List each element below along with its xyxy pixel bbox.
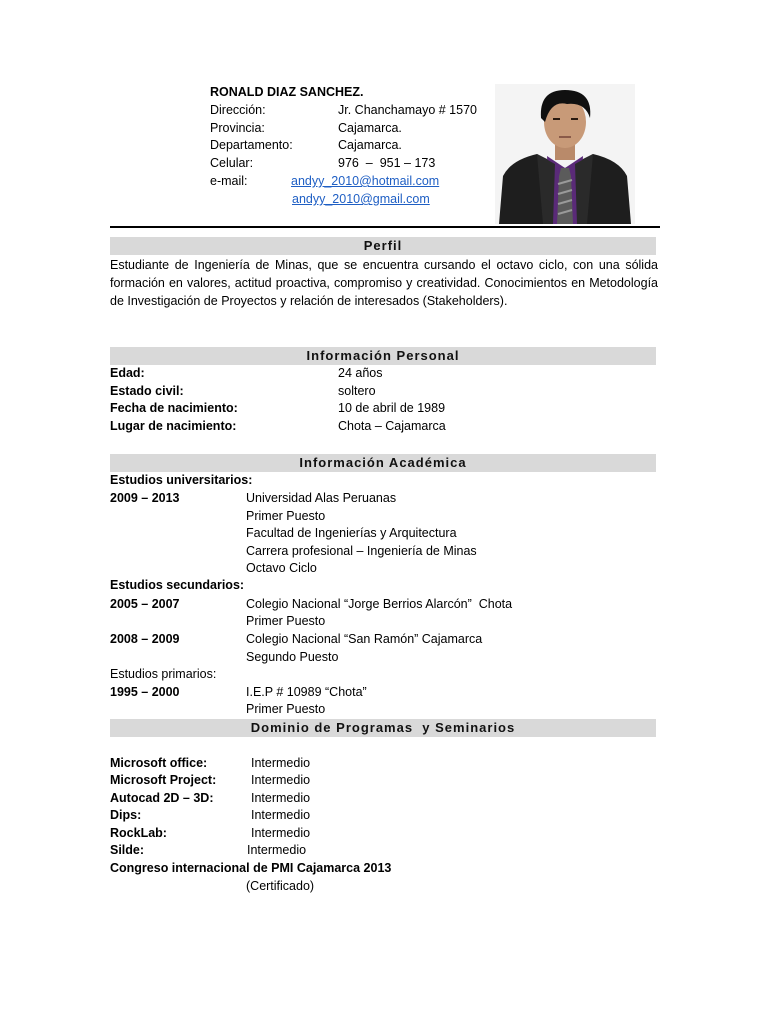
email-label: e-mail: — [210, 174, 248, 188]
province-label: Provincia: — [210, 121, 265, 135]
birth-place-value: Chota – Cajamarca — [338, 419, 446, 433]
profile-section-header — [110, 237, 656, 255]
email-link-gmail[interactable]: andyy_2010@gmail.com — [292, 192, 430, 206]
secondary-rank: Segundo Puesto — [246, 650, 339, 664]
province-value: Cajamarca. — [338, 121, 402, 135]
civil-status-value: soltero — [338, 384, 376, 398]
university-heading: Estudios universitarios: — [110, 473, 253, 487]
phone-value: 976 – 951 – 173 — [338, 156, 436, 170]
candidate-name: RONALD DIAZ SANCHEZ. — [210, 85, 364, 99]
primary-rank: Primer Puesto — [246, 702, 326, 716]
programs-section-header — [110, 719, 656, 737]
program-label: Silde: — [110, 843, 145, 857]
program-label: Dips: — [110, 808, 142, 822]
email-link-hotmail[interactable]: andyy_2010@hotmail.com — [291, 174, 440, 188]
department-label: Departamento: — [210, 138, 293, 152]
personal-section-title: Información Personal — [306, 348, 460, 363]
secondary-school: Colegio Nacional “San Ramón” Cajamarca — [246, 632, 483, 646]
secondary-years: 2008 – 2009 — [110, 632, 180, 646]
program-level: Intermedio — [251, 808, 311, 822]
academic-section-title: Información Académica — [299, 455, 467, 470]
header-divider — [110, 226, 660, 228]
birth-place-label: Lugar de nacimiento: — [110, 419, 237, 433]
program-level: Intermedio — [247, 843, 307, 857]
profile-photo — [495, 84, 635, 224]
personal-section-header — [110, 347, 656, 365]
academic-section-header — [110, 454, 656, 472]
phone-label: Celular: — [210, 156, 254, 170]
program-label: Autocad 2D – 3D: — [110, 791, 214, 805]
university-line: Universidad Alas Peruanas — [246, 491, 397, 505]
age-value: 24 años — [338, 366, 383, 380]
birth-date-label: Fecha de nacimiento: — [110, 401, 238, 415]
program-level: Intermedio — [251, 826, 311, 840]
university-years: 2009 – 2013 — [110, 491, 180, 505]
university-line: Facultad de Ingenierías y Arquitectura — [246, 526, 457, 540]
primary-school: I.E.P # 10989 “Chota” — [246, 685, 367, 699]
university-line: Octavo Ciclo — [246, 561, 317, 575]
program-level: Intermedio — [251, 756, 311, 770]
secondary-rank: Primer Puesto — [246, 614, 326, 628]
primary-years: 1995 – 2000 — [110, 685, 180, 699]
university-line: Primer Puesto — [246, 509, 326, 523]
department-value: Cajamarca. — [338, 138, 402, 152]
program-label: Microsoft office: — [110, 756, 208, 770]
secondary-heading: Estudios secundarios: — [110, 578, 245, 592]
university-line: Carrera profesional – Ingeniería de Minas — [246, 544, 477, 558]
program-level: Intermedio — [251, 773, 311, 787]
age-label: Edad: — [110, 366, 145, 380]
program-label: RockLab: — [110, 826, 167, 840]
address-value: Jr. Chanchamayo # 1570 — [338, 103, 477, 117]
primary-heading: Estudios primarios: — [110, 667, 217, 681]
profile-section-title: Perfil — [363, 238, 403, 253]
congress-entry: Congreso internacional de PMI Cajamarca 2013 — [110, 861, 392, 875]
secondary-years: 2005 – 2007 — [110, 597, 180, 611]
secondary-school: Colegio Nacional “Jorge Berrios Alarcón” Chota — [246, 597, 513, 611]
civil-status-label: Estado civil: — [110, 384, 184, 398]
certificate-note: (Certificado) — [246, 879, 315, 893]
program-level: Intermedio — [251, 791, 311, 805]
address-label: Dirección: — [210, 103, 266, 117]
program-label: Microsoft Project: — [110, 773, 217, 787]
programs-section-title: Dominio de Programas y Seminarios — [250, 720, 516, 735]
profile-text: Estudiante de Ingeniería de Minas, que se encuentra cursando el octavo ciclo, con una sólida formación en valores, actitud proactiva, compromiso y creatividad. Conocimientos en Metodología de Investigación de Proyectos y relación de interesados (Stakeholders). — [110, 258, 658, 308]
birth-date-value: 10 de abril de 1989 — [338, 401, 446, 415]
portrait-image — [495, 84, 635, 224]
